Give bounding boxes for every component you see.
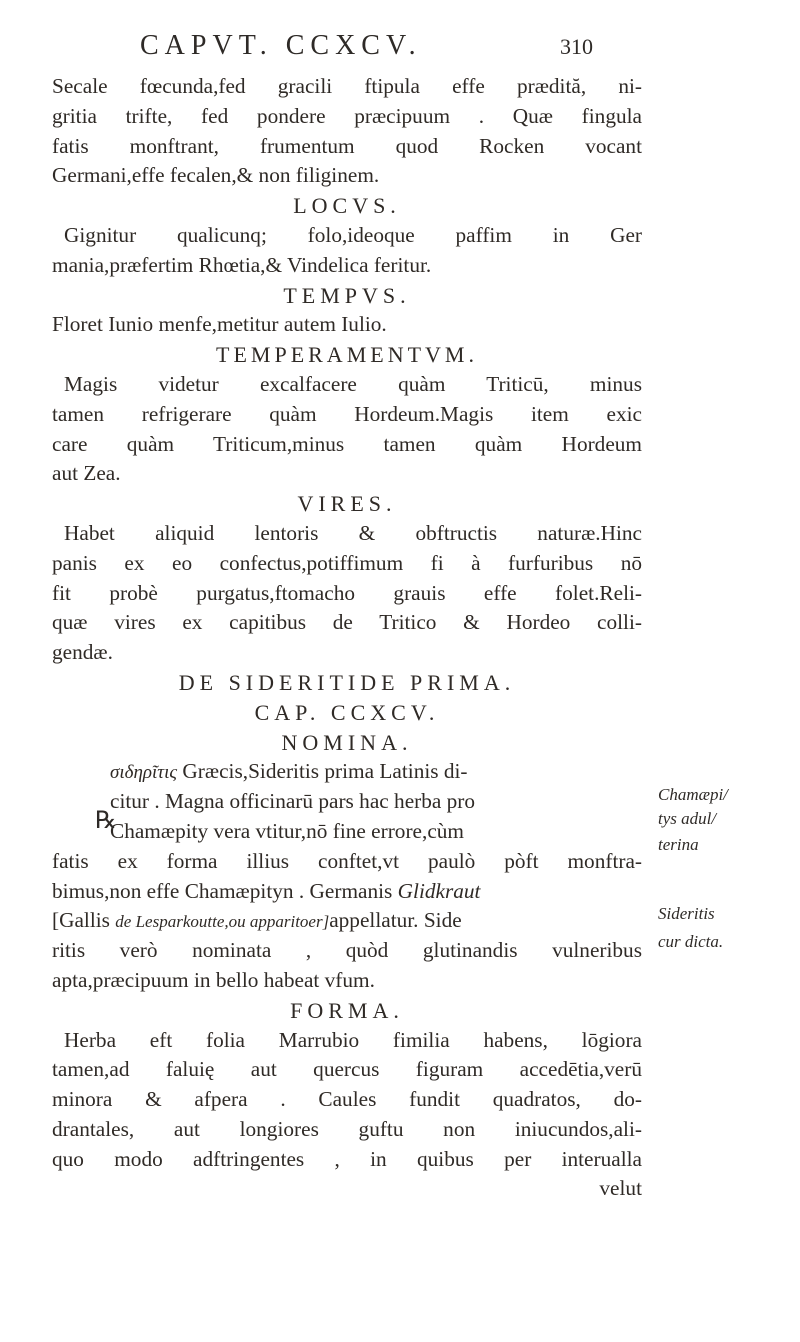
text-line: Magis videtur excalfacere quàm Triticū, minus [64, 371, 642, 396]
text-line: Chamæpity vera vtitur,nō fine errore,cùm [110, 818, 464, 843]
text-line: panis ex eo confectus,potiffimum fi à furfuribus nō [52, 550, 642, 575]
text-line: ritis verò nominata , quòd glutinandis vulneribus [52, 938, 642, 963]
text-line: Habet aliquid lentoris & obftructis naturæ.Hinc [64, 520, 642, 545]
section-heading-forma: FORMA. [290, 997, 404, 1023]
pharmacy-symbol-icon: ℞ [95, 806, 117, 834]
text-line: apta,præcipuum in bello habeat vfum. [52, 967, 375, 992]
section-heading-tempus: TEMPVS. [283, 282, 411, 308]
text-body [52, 72, 642, 1204]
text-line: fatis monftrant, frumentum quod Rocken vocant [52, 133, 642, 158]
margin-note: tys adul/ [658, 809, 717, 828]
text-line: fit probè purgatus,ftomacho grauis effe folet.Reli- [52, 580, 642, 605]
text-line: Herba eft folia Marrubio fimilia habens, lōgiora [64, 1027, 642, 1052]
margin-note: cur dicta. [658, 932, 724, 951]
page-number: 310 [560, 34, 593, 59]
text-line: minora & afpera . Caules fundit quadratos, do- [52, 1087, 642, 1112]
margin-note: Chamæpi/ [658, 785, 728, 804]
text-line: drantales, aut longiores guftu non iniucundos,ali- [52, 1116, 642, 1141]
text-line: fatis ex forma illius conftet,vt paulò pòft monftra- [52, 848, 642, 873]
text-line: mania,præfertim Rhœtia,& Vindelica feritur. [52, 252, 432, 277]
margin-note: Sideritis [658, 904, 715, 923]
section-heading-vires: VIRES. [297, 491, 397, 517]
text-line: σιδηρῖτις Grӕcis,Sideritis prima Latinis di- [110, 759, 468, 784]
text-line: gendæ. [52, 640, 113, 665]
greek-name: σιδηρῖτις [110, 762, 178, 784]
catchword: velut [599, 1176, 642, 1201]
page-header [140, 28, 640, 68]
text-line: quæ vires ex capitibus de Tritico & Hordeo colli- [52, 610, 642, 635]
text-line: Germani,effe fecalen,& non filiginem. [52, 163, 380, 188]
section-heading-locus: LOCVS. [293, 193, 401, 219]
section-heading-temperamentum: TEMPERAMENTVM. [216, 342, 478, 368]
text-line: [Gallis de Lesparkoutte,ou apparitoer]appellatur. Side [52, 908, 462, 933]
text-line: tamen,ad faluię aut quercus figuram accedētia,verū [52, 1057, 642, 1082]
text-line: Floret Iunio menfe,metitur autem Iulio. [52, 312, 387, 337]
chapter-number: CAP. CCXCV. [254, 699, 440, 725]
chapter-title: DE SIDERITIDE PRIMA. [178, 669, 516, 695]
text-line: care quàm Triticum,minus tamen quàm Hordeum [52, 431, 642, 456]
text-line: Secale fœcunda,fed gracili ftipula effe prædită, ni- [52, 74, 642, 98]
text-line: aut Zea. [52, 461, 121, 486]
text-line: gritia trifte, fed pondere præcipuum . Quæ fingula [52, 103, 642, 128]
text-line: quo modo adftringentes , in quibus per interualla [52, 1146, 642, 1171]
text-line: tamen refrigerare quàm Hordeum.Magis item exic [52, 401, 642, 426]
margin-note: terina [658, 835, 699, 854]
french-name: de Lesparkoutte,ou apparitoer] [115, 912, 330, 932]
german-name: Glidkraut [397, 878, 481, 903]
text-line: bimus,non effe Chamæpityn . Germanis Glidkraut [52, 878, 481, 903]
text-line: Gignitur qualicunq; folo,ideoque paffim in Ger [64, 222, 642, 247]
section-heading-nomina: NOMINA. [281, 729, 413, 755]
running-head: CAPVT. CCXCV. [140, 30, 422, 61]
text-line: citur . Magna officinarū pars hac herba pro [110, 789, 476, 814]
